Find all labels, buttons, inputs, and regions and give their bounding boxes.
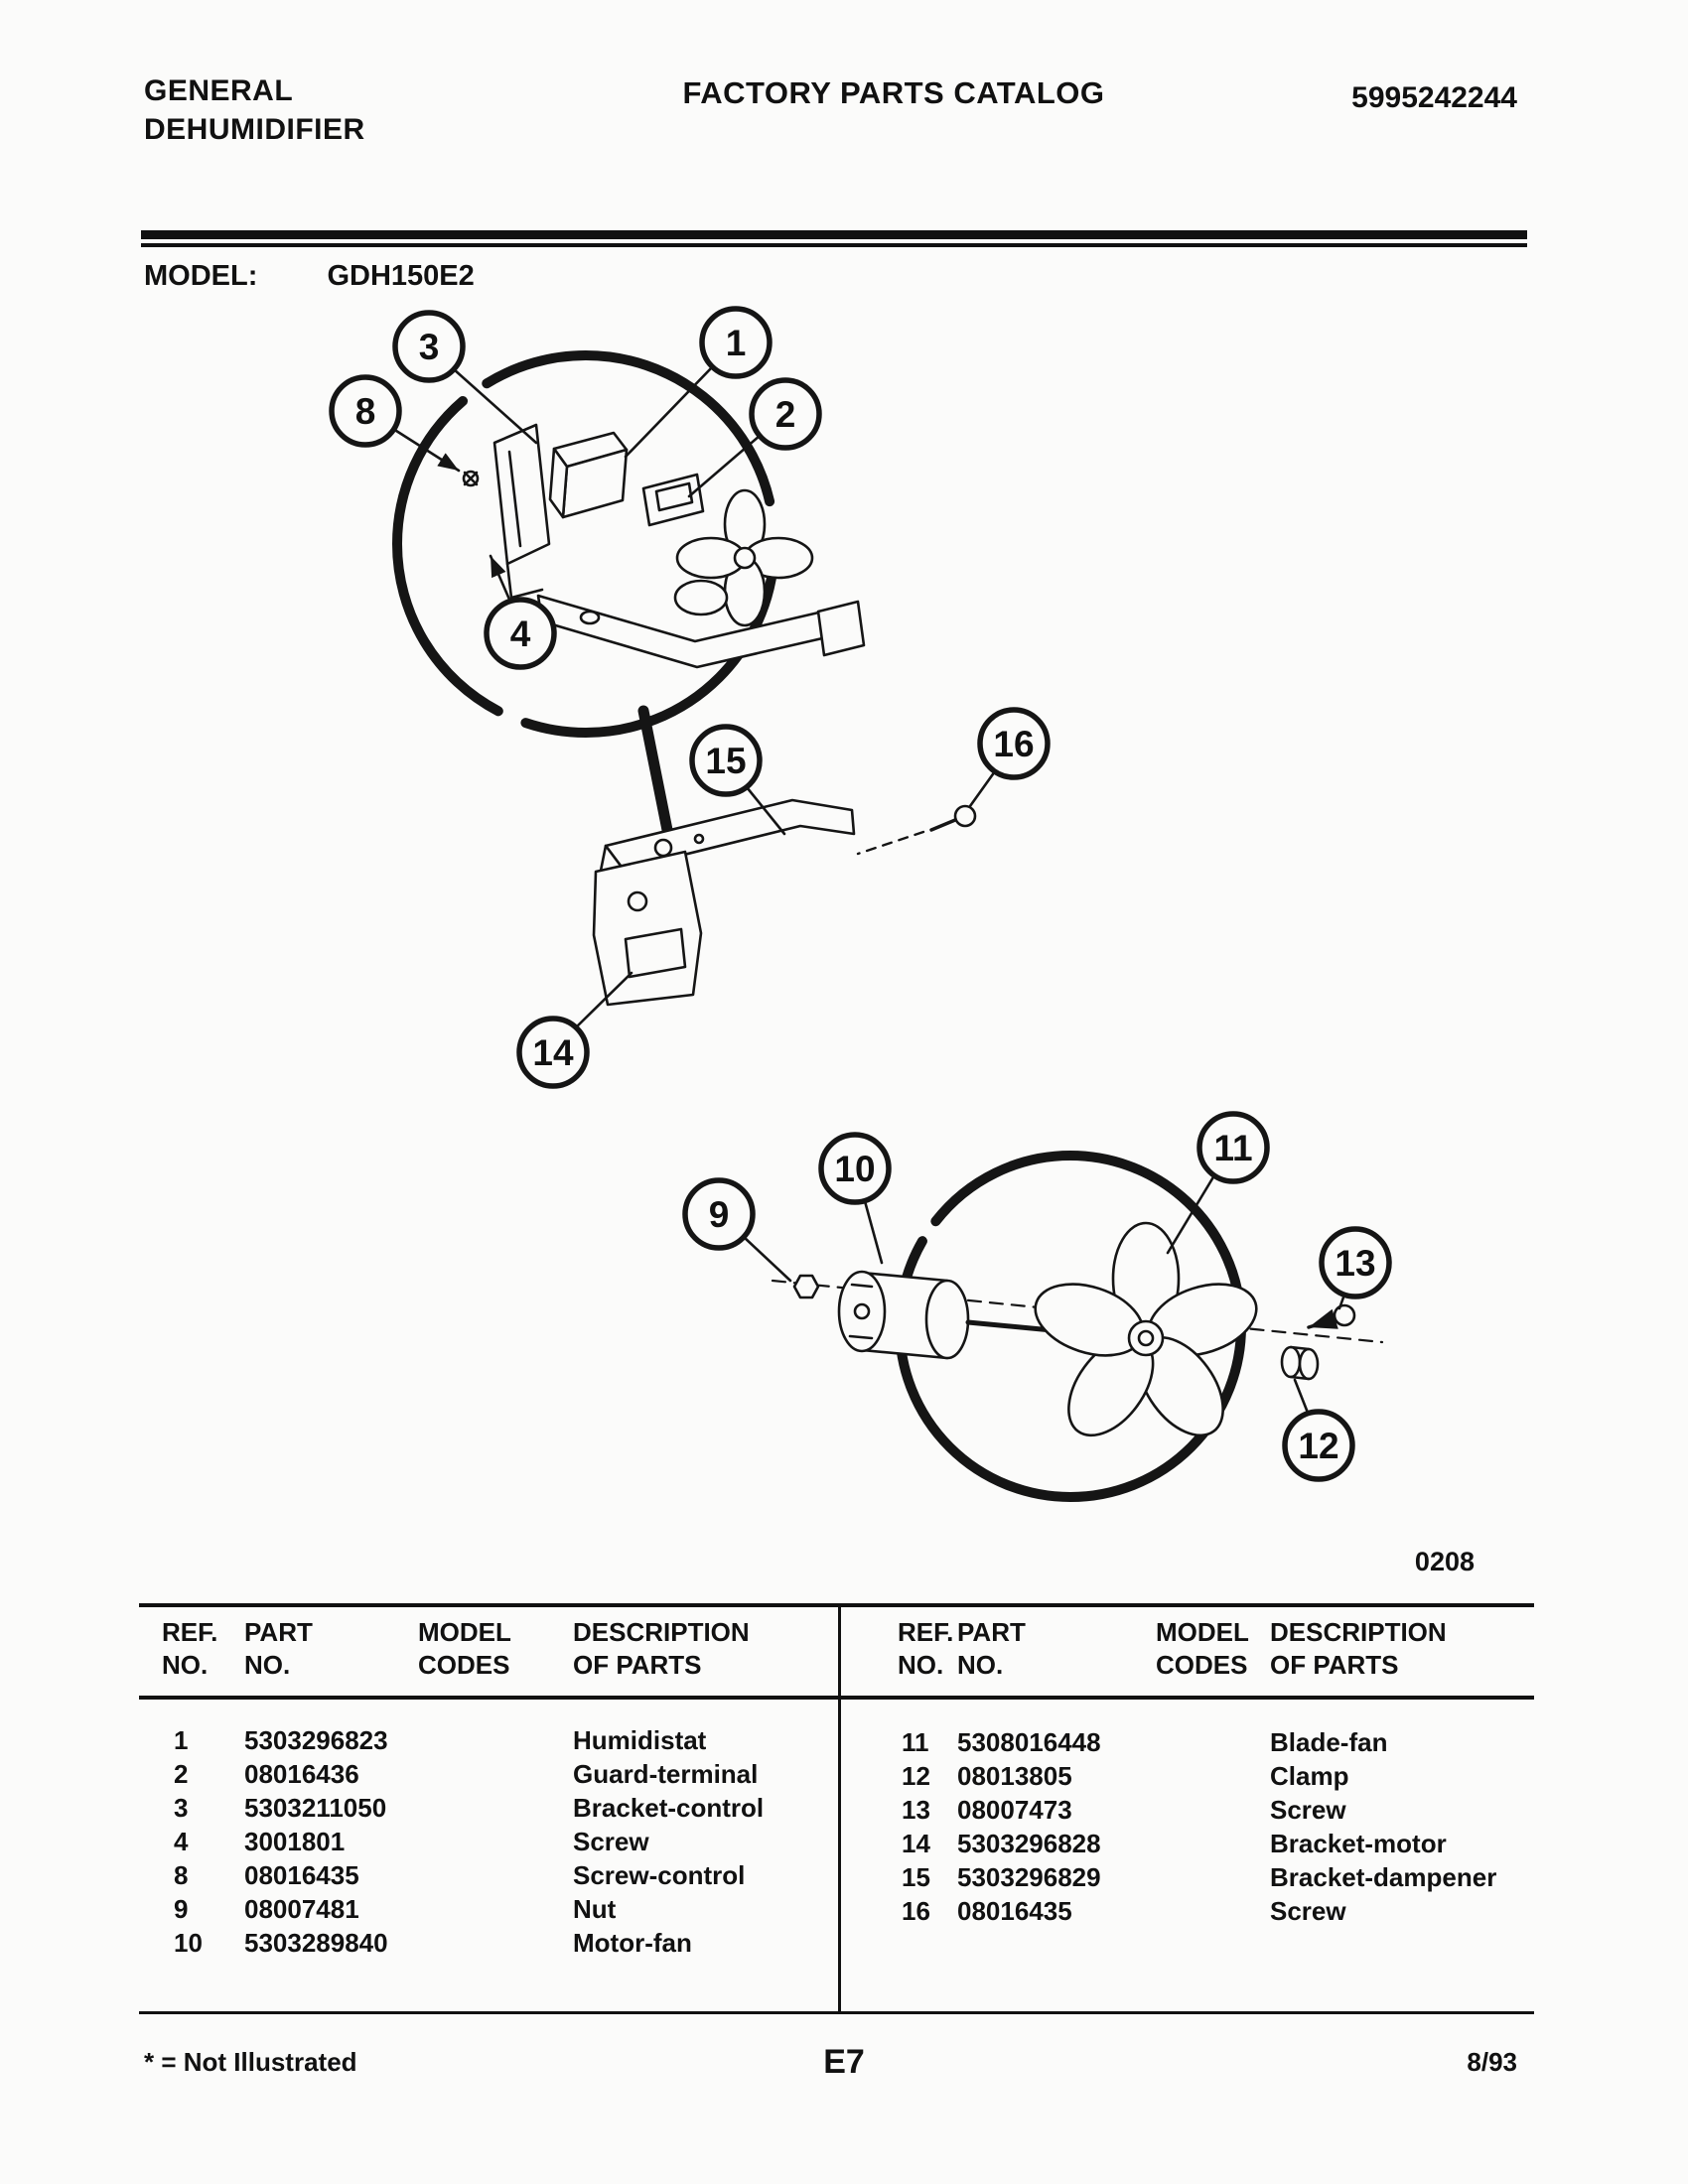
header-ref (162, 1616, 244, 1682)
header-codes-line2: CODES (1156, 1650, 1248, 1680)
motor-face-hub (855, 1304, 869, 1318)
header-rule (141, 230, 1527, 239)
part-cell: 08007481 (244, 1894, 359, 1924)
part-cell: 5303296829 (957, 1862, 1101, 1892)
ref-cell: 12 (902, 1761, 930, 1791)
desc-cell: Guard-terminal (573, 1759, 759, 1789)
header-ref-line1: REF. (162, 1617, 218, 1647)
fan-small-hub (735, 548, 755, 568)
codes-cell (418, 1725, 573, 1759)
nut-part (794, 1276, 818, 1297)
codes-cell (418, 1827, 573, 1860)
ref-cell: 4 (174, 1827, 189, 1856)
desc-cell: Clamp (1270, 1761, 1349, 1791)
header-ref-line2: NO. (898, 1650, 944, 1680)
bracket-motor-slot (626, 929, 685, 977)
codes-cell (418, 1759, 573, 1793)
codes-cell (1156, 1761, 1270, 1795)
codes-cell (1156, 1795, 1270, 1829)
callout-4 (487, 600, 554, 667)
model-value: GDH150E2 (327, 260, 475, 292)
screw-16-dashed-leader (858, 832, 923, 854)
ref-cell: 9 (174, 1894, 189, 1924)
codes-cell (418, 1928, 573, 1962)
desc-cell: Screw (1270, 1896, 1346, 1926)
header-ref (898, 1616, 957, 1682)
header-part-line1: PART (957, 1617, 1026, 1647)
svg-text:2: 2 (774, 394, 796, 435)
screw-13-part (1335, 1305, 1354, 1325)
header-desc (1270, 1616, 1523, 1682)
leader-2 (689, 436, 760, 496)
codes-cell (1156, 1727, 1270, 1761)
callout-16 (980, 710, 1048, 777)
callout-10 (821, 1135, 889, 1202)
revision-date: 8/93 (1467, 2047, 1517, 2077)
header-ref-line2: NO. (162, 1650, 209, 1680)
part-cell: 3001801 (244, 1827, 346, 1856)
desc-cell: Motor-fan (573, 1928, 692, 1958)
ref-cell: 8 (174, 1860, 189, 1890)
leader-10 (865, 1201, 882, 1263)
model-label: MODEL: (144, 260, 258, 292)
motor-hub-small (675, 581, 727, 614)
codes-cell (1156, 1829, 1270, 1862)
header-part (957, 1616, 1156, 1682)
desc-cell: Humidistat (573, 1725, 707, 1755)
header-desc-line1: DESCRIPTION (1270, 1617, 1447, 1647)
part-cell: 08007473 (957, 1795, 1072, 1825)
callout-9 (685, 1180, 753, 1248)
svg-text:15: 15 (705, 741, 747, 781)
callout-13 (1322, 1229, 1389, 1297)
codes-cell (1156, 1862, 1270, 1896)
page-title: FACTORY PARTS CATALOG (682, 75, 1105, 110)
part-cell: 08016436 (244, 1759, 359, 1789)
header-desc (573, 1616, 827, 1682)
table-bottom-rule (139, 2011, 1534, 2014)
ref-cell: 13 (902, 1795, 930, 1825)
part-cell: 08016435 (244, 1860, 359, 1890)
svg-text:11: 11 (1213, 1128, 1253, 1168)
leader-1 (626, 367, 712, 457)
svg-text:8: 8 (354, 391, 376, 432)
callout-15 (692, 727, 760, 794)
desc-cell: Screw (1270, 1795, 1346, 1825)
header-rule-thin (141, 243, 1527, 247)
parts-table-left (162, 1725, 827, 1962)
callout-1 (702, 309, 770, 376)
bracket-hole-small (695, 835, 703, 843)
header-codes-line1: MODEL (1156, 1617, 1249, 1647)
svg-text:14: 14 (532, 1032, 574, 1073)
desc-cell: Bracket-dampener (1270, 1862, 1497, 1892)
screw-13-shaft (1309, 1319, 1335, 1327)
header-ref-line1: REF. (898, 1617, 954, 1647)
header-desc-line1: DESCRIPTION (573, 1617, 750, 1647)
leader-16 (970, 771, 995, 806)
svg-text:1: 1 (725, 323, 747, 363)
callout-12 (1285, 1412, 1352, 1479)
desc-cell: Screw-control (573, 1860, 746, 1890)
header-codes (418, 1616, 573, 1682)
header-part-line2: NO. (244, 1650, 291, 1680)
clamp-part (1282, 1347, 1300, 1377)
bracket-control-part (494, 425, 549, 564)
svg-text:13: 13 (1335, 1243, 1376, 1284)
part-cell: 08016435 (957, 1896, 1072, 1926)
callout-3 (395, 313, 463, 380)
parts-table-right (898, 1727, 1523, 1930)
part-cell: 5303211050 (244, 1793, 387, 1823)
part-cell: 5303296823 (244, 1725, 388, 1755)
fan-hub-center (1139, 1331, 1153, 1345)
header-codes (1156, 1616, 1270, 1682)
header-codes-line2: CODES (418, 1650, 510, 1680)
table-header-right (898, 1616, 1523, 1682)
screw-16-shaft (931, 820, 955, 830)
bracket-control-flange (507, 564, 542, 598)
svg-text:9: 9 (708, 1194, 730, 1235)
table-top-rule (139, 1603, 1534, 1607)
model-line (144, 260, 475, 293)
callout-11 (1199, 1114, 1267, 1181)
codes-cell (1156, 1896, 1270, 1930)
brand-line2: DEHUMIDIFIER (144, 113, 365, 146)
ref-cell: 1 (174, 1725, 189, 1755)
bracket-base-hole (581, 612, 599, 623)
bracket-assembly (594, 800, 975, 1005)
ref-cell: 11 (902, 1727, 929, 1757)
ref-cell: 16 (902, 1896, 930, 1926)
header-desc-line2: OF PARTS (1270, 1650, 1399, 1680)
codes-cell (418, 1894, 573, 1928)
desc-cell: Nut (573, 1894, 617, 1924)
desc-cell: Bracket-motor (1270, 1829, 1447, 1858)
not-illustrated-note: * = Not Illustrated (144, 2047, 357, 2077)
header-codes-line1: MODEL (418, 1617, 511, 1647)
svg-text:3: 3 (418, 327, 440, 367)
table-divider (838, 1603, 841, 2014)
ref-cell: 3 (174, 1793, 189, 1823)
desc-cell: Blade-fan (1270, 1727, 1388, 1757)
pointer-thick-line (643, 711, 671, 850)
desc-cell: Bracket-control (573, 1793, 765, 1823)
header-part-line2: NO. (957, 1650, 1004, 1680)
codes-cell (418, 1793, 573, 1827)
callout-14 (519, 1019, 587, 1086)
svg-text:12: 12 (1298, 1426, 1339, 1466)
figure-number: 0208 (1414, 1547, 1475, 1576)
header-part (244, 1616, 418, 1682)
bracket-motor-part (594, 852, 701, 1005)
desc-cell: Screw (573, 1827, 649, 1856)
header-part-line1: PART (244, 1617, 313, 1647)
ref-cell: 15 (902, 1862, 930, 1892)
leader-9 (744, 1237, 790, 1281)
leader-12 (1295, 1380, 1308, 1413)
header-desc-line2: OF PARTS (573, 1650, 702, 1680)
ref-cell: 2 (174, 1759, 189, 1789)
bracket-dampener-part (606, 800, 854, 870)
callout-8 (332, 377, 399, 445)
brand-line1: GENERAL (144, 74, 294, 107)
page-number: E7 (823, 2043, 865, 2081)
table-header-left (162, 1616, 827, 1682)
part-cell: 5303289840 (244, 1928, 388, 1958)
svg-text:16: 16 (993, 724, 1035, 764)
codes-cell (418, 1860, 573, 1894)
ref-cell: 10 (174, 1928, 203, 1958)
callout-2 (752, 380, 819, 448)
svg-text:10: 10 (834, 1149, 876, 1189)
motor-end (926, 1281, 968, 1358)
ref-cell: 14 (902, 1829, 930, 1858)
part-cell: 5303296828 (957, 1829, 1101, 1858)
publication-number: 5995242244 (1351, 81, 1517, 114)
part-cell: 08013805 (957, 1761, 1072, 1791)
svg-text:4: 4 (509, 614, 531, 654)
bracket-hole-large (655, 840, 671, 856)
clamp-end (1300, 1349, 1318, 1379)
table-header-rule (139, 1696, 1534, 1700)
part-cell: 5308016448 (957, 1727, 1101, 1757)
bracket-motor-hole (629, 892, 646, 910)
bracket-base-flange (818, 602, 864, 655)
screw-16-part (955, 806, 975, 826)
